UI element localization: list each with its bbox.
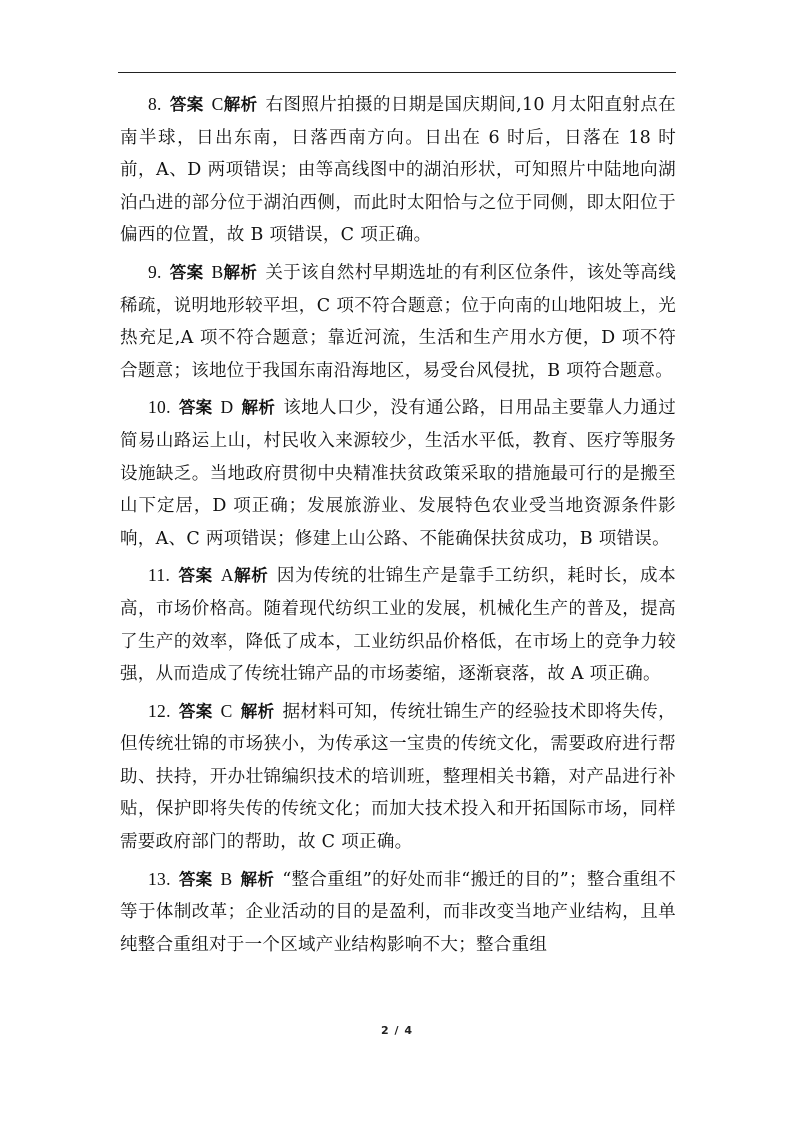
page-indicator: 2 / 4 — [381, 1024, 413, 1037]
answer-choice: B — [220, 868, 233, 889]
question-number: 13. — [148, 868, 171, 889]
question-number: 8. — [148, 94, 162, 114]
answer-choice: D — [220, 397, 234, 418]
analysis-label: 解析 — [241, 398, 276, 418]
answer-label: 答案 — [169, 95, 204, 114]
answer-item-10 — [120, 391, 676, 555]
answer-item-12 — [120, 695, 676, 859]
analysis-label: 解析 — [240, 869, 275, 889]
answer-label: 答案 — [178, 869, 213, 889]
answer-item-13 — [120, 863, 676, 962]
answer-item-9 — [120, 256, 676, 387]
analysis-text: 据材料可知，传统壮锦生产的经验技术即将失传，但传统壮锦的市场狭小，为传承这一宝贵的传统文化，需要政府进行帮助、扶持，开办壮锦编织技术的培训班，整理相关书籍，对产品进行补贴，保护即将失传的传统文化；而加大技术投入和开拓国际市场，同样需要政府部门的帮助，故 C 项正确。 — [120, 701, 676, 853]
answer-label: 答案 — [178, 398, 213, 418]
answer-label: 答案 — [169, 262, 204, 282]
answer-item-8 — [120, 88, 676, 252]
question-number: 10. — [148, 397, 171, 418]
analysis-text: 关于该自然村早期选址的有利区位条件，该处等高线稀疏，说明地形较平坦，C 项不符合题意；位于向南的山地阳坡上，光热充足,A 项不符合题意；靠近河流，生活和生产用水方便，D 项不符合题意；该地位于我国东南沿海地区，易受台风侵扰，B 项符合题意。 — [120, 262, 676, 381]
analysis-text: 右图照片拍摄的日期是国庆期间,10 月太阳直射点在南半球，日出东南，日落西南方向。日出在 6 时后，日落在 18 时前，A、D 两项错误；由等高线图中的湖泊形状，可知照片中陆地向湖泊凸进的部分位于湖泊西侧，而此时太阳恰与之位于同侧，即太阳位于偏西的位置，故 B 项错误，C 项正确。 — [120, 95, 676, 246]
analysis-label: 解析 — [240, 701, 275, 721]
answer-label: 答案 — [178, 566, 213, 586]
analysis-label: 解析 — [223, 95, 258, 114]
answer-content — [120, 88, 676, 965]
answer-label: 答案 — [178, 701, 213, 721]
analysis-label: 解析 — [233, 566, 269, 586]
analysis-text: 因为传统的壮锦生产是靠手工纺织，耗时长，成本高，市场价格高。随着现代纺织工业的发展，机械化生产的普及，提高了生产的效率，降低了成本，工业纺织品价格低，在市场上的竞争力较强，从而造成了传统壮锦产品的市场萎缩，逐渐衰落，故 A 项正确。 — [120, 566, 676, 685]
question-number: 12. — [148, 700, 171, 721]
answer-item-11 — [120, 559, 676, 690]
analysis-text: 该地人口少，没有通公路，日用品主要靠人力通过简易山路运上山，村民收入来源较少，生活水平低，教育、医疗等服务设施缺乏。当地政府贯彻中央精准扶贫政策采取的措施最可行的是搬至山下定居，D 项正确；发展旅游业、发展特色农业受当地资源条件影响，A、C 两项错误；修建上山公路、不能确保扶贫成功，B 项错误。 — [120, 398, 676, 549]
answer-choice: B — [211, 261, 224, 282]
analysis-label: 解析 — [223, 262, 258, 282]
question-number: 11. — [148, 565, 171, 586]
header-rule — [118, 72, 676, 73]
analysis-text: “整合重组”的好处而非“搬迁的目的”；整合重组不等于体制改革；企业活动的目的是盈利，而非改变当地产业结构，且单纯整合重组对于一个区域产业结构影响不大；整合重组 — [120, 869, 676, 955]
answer-choice: C — [220, 700, 233, 721]
answer-choice: A — [220, 565, 234, 586]
question-number: 9. — [148, 261, 162, 282]
answer-choice: C — [211, 94, 224, 114]
